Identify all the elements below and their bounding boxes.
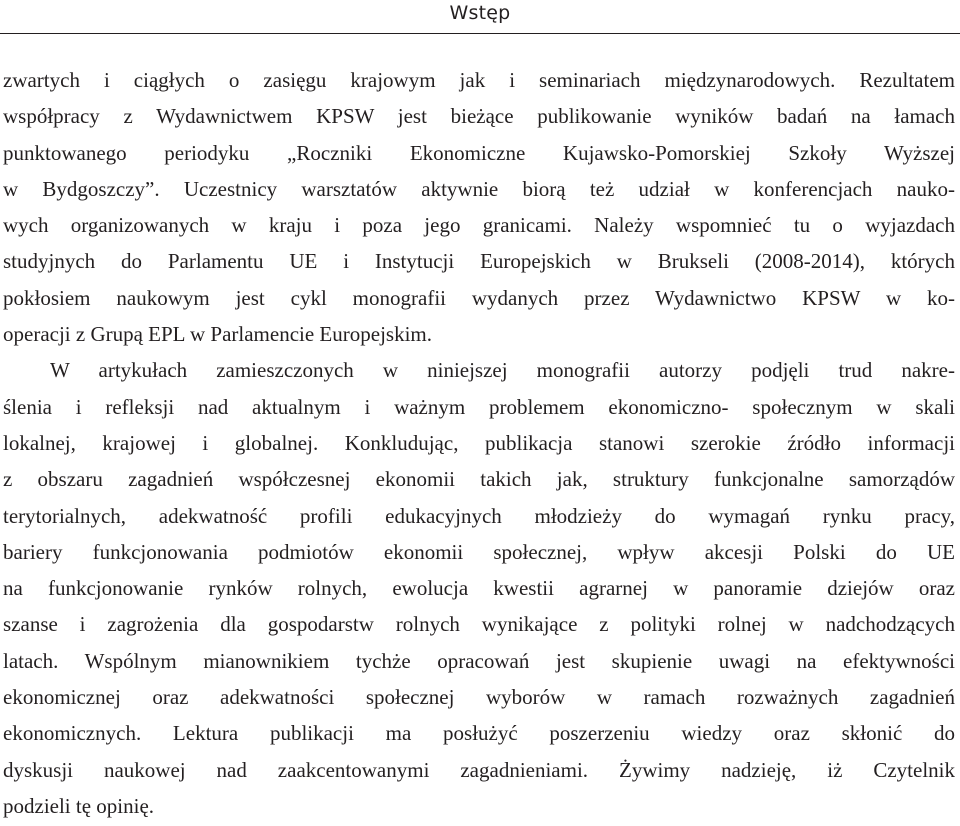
text-line: ekonomicznych. Lektura publikacji ma posłużyć poszerzeniu wiedzy oraz skłonić do xyxy=(3,721,955,746)
text-line: dyskusji naukowej nad zaakcentowanymi zagadnieniami. Żywimy nadzieję, iż Czytelnik xyxy=(3,757,955,782)
text-line: ślenia i refleksji nad aktualnym i ważnym problemem ekonomiczno- społecznym w skali xyxy=(3,394,955,419)
text-line: współpracy z Wydawnictwem KPSW jest bieżące publikowanie wyników badań na łamach xyxy=(3,104,955,129)
text-line: ekonomicznej oraz adekwatności społecznej wyborów w ramach rozważnych zagadnień xyxy=(3,685,955,710)
text-line: bariery funkcjonowania podmiotów ekonomii społecznej, wpływ akcesji Polski do UE xyxy=(3,539,955,564)
text-line: latach. Wspólnym mianownikiem tychże opracowań jest skupienie uwagi na efektywności xyxy=(3,648,955,673)
text-line-paragraph-end: operacji z Grupą EPL w Parlamencie Europejskim. xyxy=(3,322,432,347)
text-line: na funkcjonowanie rynków rolnych, ewolucja kwestii agrarnej w panoramie dziejów oraz xyxy=(3,576,955,601)
text-line: w Bydgoszczy”. Uczestnicy warsztatów aktywnie biorą też udział w konferencjach nauko- xyxy=(3,176,955,201)
running-header-title: Wstęp xyxy=(449,2,511,24)
text-line-paragraph-start: W artykułach zamieszczonych w niniejszej monografii autorzy podjęli trud nakre- xyxy=(50,358,955,383)
text-line: szanse i zagrożenia dla gospodarstw rolnych wynikające z polityki rolnej w nadchodzących xyxy=(3,612,955,637)
text-line: terytorialnych, adekwatność profili edukacyjnych młodzieży do wymagań rynku pracy, xyxy=(3,503,955,528)
text-line: punktowanego periodyku „Roczniki Ekonomiczne Kujawsko-Pomorskiej Szkoły Wyższej xyxy=(3,140,955,165)
text-line: studyjnych do Parlamentu UE i Instytucji Europejskich w Brukseli (2008-2014), których xyxy=(3,249,955,274)
text-line: pokłosiem naukowym jest cykl monografii wydanych przez Wydawnictwo KPSW w ko- xyxy=(3,285,955,310)
body-text xyxy=(3,62,955,824)
text-line: wych organizowanych w kraju i poza jego granicami. Należy wspomnieć tu o wyjazdach xyxy=(3,213,955,238)
text-line: z obszaru zagadnień współczesnej ekonomii takich jak, struktury funkcjonalne samorządów xyxy=(3,467,955,492)
text-line-paragraph-end: podzieli tę opinię. xyxy=(3,793,155,818)
header-rule xyxy=(0,33,960,34)
running-header xyxy=(0,0,960,34)
text-line: zwartych i ciągłych o zasięgu krajowym jak i seminariach międzynarodowych. Rezultatem xyxy=(3,68,955,92)
text-line: lokalnej, krajowej i globalnej. Konkludując, publikacja stanowi szerokie źródło informacji xyxy=(3,430,955,455)
